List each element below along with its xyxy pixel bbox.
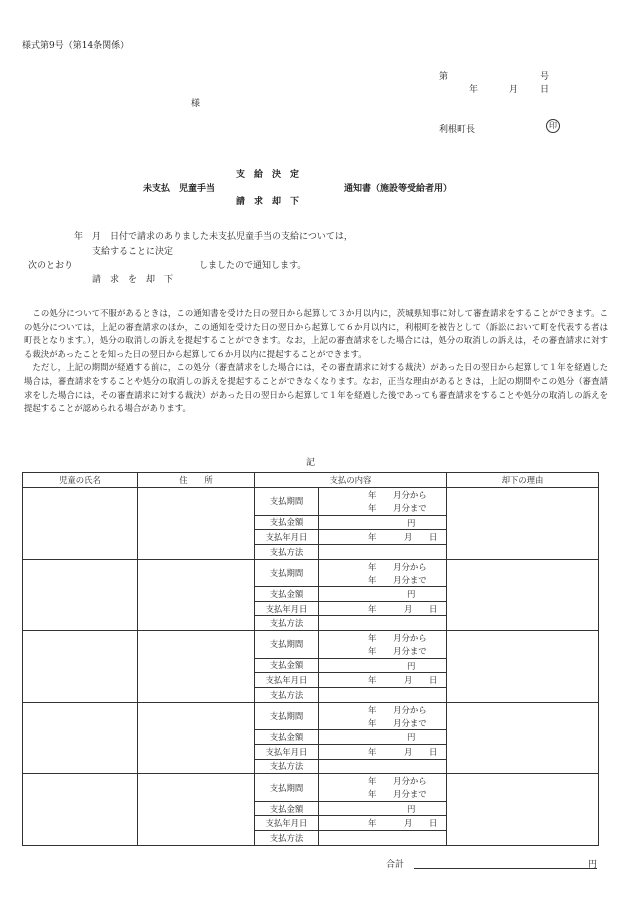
table-row (23, 774, 599, 846)
method-label: 支払方法 (255, 544, 319, 558)
intro-suffix: しましたので通知します。 (199, 261, 307, 271)
date-label: 支払年月日 (255, 744, 319, 759)
period-value[interactable] (319, 631, 447, 658)
address-cell[interactable] (138, 559, 255, 631)
yen-unit: 円 (407, 517, 416, 528)
period-to: 年 月分まで (368, 717, 427, 728)
period-label: 支払期間 (255, 774, 319, 801)
payment-content-cell (255, 559, 447, 631)
period-value[interactable] (319, 774, 447, 801)
day-unit: 日 (429, 532, 438, 543)
table-row (23, 702, 599, 774)
address-cell[interactable] (138, 774, 255, 846)
method-value[interactable] (319, 759, 447, 773)
period-value[interactable] (319, 703, 447, 730)
period-from: 年 月分から (368, 776, 427, 787)
period-to: 年 月分まで (368, 646, 427, 657)
yen-unit: 円 (407, 803, 416, 814)
day-unit: 日 (429, 675, 438, 686)
address-cell[interactable] (138, 488, 255, 560)
child-name-cell[interactable] (23, 631, 138, 703)
method-label: 支払方法 (255, 688, 319, 702)
date-value[interactable] (319, 816, 447, 831)
period-label: 支払期間 (255, 560, 319, 587)
date-month: 月 (509, 85, 519, 95)
period-from: 年 月分から (368, 490, 427, 500)
intro-decision-top: 支給することに決定 (92, 247, 174, 257)
month-unit: 月 (404, 818, 413, 829)
payment-content-cell (255, 631, 447, 703)
payment-content-cell (255, 488, 447, 560)
date-value[interactable] (319, 744, 447, 759)
year-unit: 年 (368, 746, 377, 757)
form-number: 様式第9号（第14条関係） (22, 41, 130, 51)
period-value[interactable] (319, 560, 447, 587)
child-name-cell[interactable] (23, 774, 138, 846)
intro-prefix: 次のとおり (28, 261, 74, 271)
period-label: 支払期間 (255, 703, 319, 730)
title-right: 通知書（施設等受給者用） (344, 184, 453, 194)
day-unit: 日 (429, 818, 438, 829)
appeal-notice (24, 307, 608, 416)
year-unit: 年 (368, 818, 377, 829)
year-unit: 年 (368, 675, 377, 686)
year-unit: 年 (368, 532, 377, 543)
period-label: 支払期間 (255, 488, 319, 515)
yen-unit: 円 (407, 732, 416, 743)
method-label: 支払方法 (255, 759, 319, 773)
period-from: 年 月分から (368, 704, 427, 715)
date-label: 支払年月日 (255, 673, 319, 688)
amount-label: 支払金額 (255, 587, 319, 602)
month-unit: 月 (404, 675, 413, 686)
period-value[interactable] (319, 488, 447, 515)
title-left: 未支払 児童手当 (143, 184, 216, 194)
amount-value[interactable] (319, 801, 447, 816)
ki-heading: 記 (306, 458, 316, 468)
method-label: 支払方法 (255, 831, 319, 845)
date-value[interactable] (319, 601, 447, 616)
appeal-paragraph-2: ただし，上記の期間が経過する前に，この処分（審査請求をした場合には，その審査請求に対する裁決）があった日の翌日から起算して１年を経過した場合は，審査請求をすることや処分の取消しの訴えを提起することができなくなります。なお，正当な理由があるときは，上記の期間やこの処分（審査請求をした場合には，その審査請求に対する裁決）があった日の翌日から起算して１年を経過した後であっても審査請求をすることや処分の取消しの訴えを提起することが認められる場合があります。 (24, 362, 608, 414)
intro-line: 年 月 日付で請求のありました未支払児童手当の支給については， (74, 232, 353, 242)
header-payment-content: 支払の内容 (255, 473, 447, 488)
method-label: 支払方法 (255, 616, 319, 630)
day-unit: 日 (429, 746, 438, 757)
amount-label: 支払金額 (255, 730, 319, 745)
title-rejection: 請 求 却 下 (236, 197, 300, 207)
payment-content-cell (255, 774, 447, 846)
rejection-reason-cell[interactable] (447, 488, 599, 560)
header-child-name: 児童の氏名 (23, 473, 138, 488)
period-from: 年 月分から (368, 561, 427, 572)
address-cell[interactable] (138, 631, 255, 703)
day-unit: 日 (429, 603, 438, 614)
rejection-reason-cell[interactable] (447, 774, 599, 846)
rejection-reason-cell[interactable] (447, 631, 599, 703)
child-name-cell[interactable] (23, 488, 138, 560)
appeal-paragraph-1: この処分について不服があるときは，この通知書を受けた日の翌日から起算して３か月以内に，茨城県知事に対して審査請求をすることができます。この処分については，上記の審査請求のほか，この通知を受けた日の翌日から起算して６か月以内に，利根町を被告として（訴訟において町を代表する者は町長となります。），処分の取消しの訴えを提起することができます。なお，上記の審査請求をした場合には，処分の取消しの訴えは，その審査請求に対する裁決があったことを知った日の翌日から起算して６か月以内に提起することができます。 (24, 308, 608, 359)
date-value[interactable] (319, 673, 447, 688)
period-to: 年 月分まで (368, 789, 427, 800)
mayor-title: 利根町長 (439, 125, 476, 135)
amount-value[interactable] (319, 730, 447, 745)
rejection-reason-cell[interactable] (447, 559, 599, 631)
header-rejection-reason: 却下の理由 (447, 473, 599, 488)
period-label: 支払期間 (255, 631, 319, 658)
date-label: 支払年月日 (255, 601, 319, 616)
child-name-cell[interactable] (23, 559, 138, 631)
title-decision: 支 給 決 定 (236, 170, 300, 180)
rejection-reason-cell[interactable] (447, 702, 599, 774)
amount-value[interactable] (319, 515, 447, 530)
date-label: 支払年月日 (255, 816, 319, 831)
table-row (23, 631, 599, 703)
number-dai: 第 (439, 72, 449, 82)
yen-unit: 円 (407, 589, 416, 600)
seal-mark: 印 (546, 119, 560, 133)
header-address: 住 所 (138, 473, 255, 488)
month-unit: 月 (404, 746, 413, 757)
date-label: 支払年月日 (255, 530, 319, 545)
month-unit: 月 (404, 532, 413, 543)
method-value[interactable] (319, 688, 447, 702)
method-value[interactable] (319, 831, 447, 845)
yen-unit: 円 (407, 660, 416, 671)
year-unit: 年 (368, 603, 377, 614)
amount-value[interactable] (319, 587, 447, 602)
amount-label: 支払金額 (255, 658, 319, 673)
child-name-cell[interactable] (23, 702, 138, 774)
amount-label: 支払金額 (255, 801, 319, 816)
total-label: 合計 (386, 860, 405, 870)
month-unit: 月 (404, 603, 413, 614)
method-value[interactable] (319, 544, 447, 558)
table-row (23, 559, 599, 631)
total-line[interactable] (414, 868, 597, 869)
payment-content-cell (255, 702, 447, 774)
table-row (23, 488, 599, 560)
amount-label: 支払金額 (255, 515, 319, 530)
addressee-sama: 様 (191, 99, 201, 109)
period-from: 年 月分から (368, 633, 427, 644)
period-to: 年 月分まで (368, 574, 427, 585)
period-to: 年 月分まで (368, 503, 427, 513)
payment-table (22, 472, 599, 846)
intro-decision-bottom: 請 求 を 却 下 (92, 275, 174, 285)
address-cell[interactable] (138, 702, 255, 774)
number-go: 号 (540, 72, 550, 82)
method-value[interactable] (319, 616, 447, 630)
date-day: 日 (540, 85, 550, 95)
date-value[interactable] (319, 530, 447, 545)
amount-value[interactable] (319, 658, 447, 673)
total-unit: 円 (588, 860, 598, 870)
date-year: 年 (469, 85, 479, 95)
